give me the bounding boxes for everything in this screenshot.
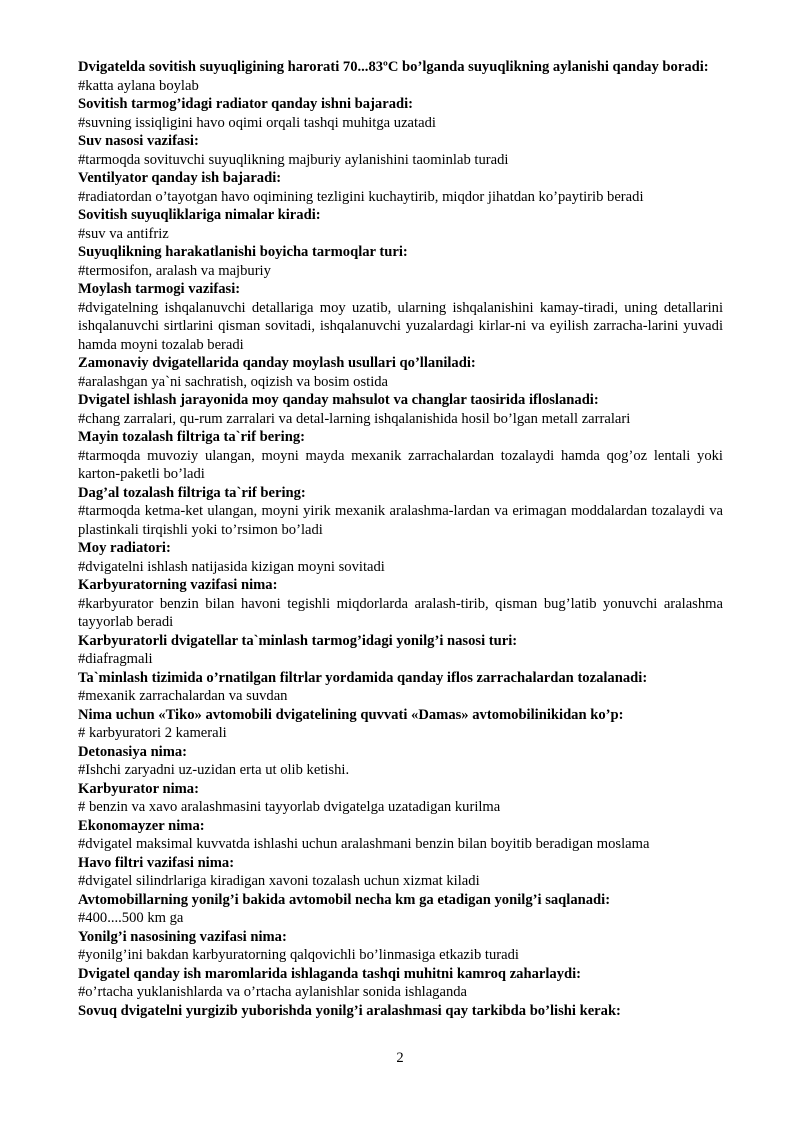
answer-17: #Ishchi zaryadni uz-uzidan erta ut olib ketishi.: [78, 762, 350, 778]
answer-18: # benzin va xavo aralashmasini tayyorlab dvigatelga uzatadigan kurilma: [78, 799, 501, 815]
question-6: Suyuqlikning harakatlanishi boyicha tarmoqlar turi:: [78, 244, 408, 260]
question-24: Sovuq dvigatelni yurgizib yuborishda yonilg’i aralashmasi qay tarkibda bo’lishi kerak:: [78, 1002, 621, 1019]
question-17: Detonasiya nima:: [78, 743, 188, 760]
question-16: Nima uchun «Tiko» avtomobili dvigatelining quvvati «Damas» avtomobilinikidan ko’p:: [78, 706, 624, 723]
answer-14: #diafragmali: [78, 651, 153, 667]
answer-23: #o’rtacha yuklanishlarda va o’rtacha aylanishlar sonida ishlaganda: [78, 984, 468, 1000]
question-4: Ventilyator qanday ish bajaradi:: [78, 170, 282, 186]
answer-13: #karbyurator benzin bilan havoni tegishli miqdorlarda aralash-tirib, qisman bug’latib yonuvchi aralashma tayyorlab beradi: [78, 595, 723, 630]
question-23: Dvigatel qanday ish maromlarida ishlaganda tashqi muhitni kamroq zaharlaydi:: [78, 965, 582, 982]
answer-8: #aralashgan ya`ni sachratish, oqizish va bosim ostida: [78, 373, 389, 390]
question-8: Zamonaviy dvigatellarida qanday moylash usullari qo’llaniladi:: [78, 355, 476, 371]
question-9: Dvigatel ishlash jarayonida moy qanday mahsulot va changlar taosirida ifloslanadi:: [78, 392, 599, 408]
question-5: Sovitish suyuqliklariga nimalar kiradi:: [78, 207, 321, 223]
answer-12: #dvigatelni ishlash natijasida kizigan moyni sovitadi: [78, 558, 385, 575]
question-3: Suv nasosi vazifasi:: [78, 133, 199, 149]
answer-5: #suv va antifriz: [78, 225, 169, 242]
answer-6: #termosifon, aralash va majburiy: [78, 262, 271, 279]
page-number: 2: [396, 1050, 404, 1066]
question-12: Moy radiatori:: [78, 540, 171, 556]
answer-11: #tarmoqda ketma-ket ulangan, moyni yirik mexanik aralashma-lardan va erimagan moddalardan tozalaydi va plastinkali tirqishli yoki to’rsimon bo’ladi: [78, 503, 723, 538]
answer-15: #mexanik zarrachalardan va suvdan: [78, 688, 288, 704]
question-11: Dag’al tozalash filtriga ta`rif bering:: [78, 484, 306, 501]
answer-10: #tarmoqda muvoziy ulangan, moyni mayda mexanik zarrachalardan tozalaydi hamda qog’oz lentali yoki karton-paketli bo’ladi: [78, 447, 723, 482]
document-page: [78, 58, 723, 1020]
question-18: Karbyurator nima:: [78, 780, 199, 797]
answer-7: #dvigatelning ishqalanuvchi detallariga moy uzatib, ularning ishqalanishini kamay-tiradi, uning detallarini ishqalanuvchi sirtlarini qisman sovitadi, ishqalanuvchi yuzalardagi kirlar-ni va eyilish zarracha-larini yuvadi hamda moyni tozalab beradi: [78, 299, 723, 353]
answer-22: #yonilg’ini bakdan karbyuratorning qalqovichli bo’linmasiga etkazib turadi: [78, 947, 519, 963]
answer-4: #radiatordan o’tayotgan havo oqimining tezligini kuchaytirib, miqdor jihatdan ko’paytirib beradi: [78, 188, 644, 205]
question-7: Moylash tarmogi vazifasi:: [78, 281, 241, 297]
answer-1: #katta aylana boylab: [78, 77, 199, 94]
question-19: Ekonomayzer nima:: [78, 817, 205, 834]
question-1: Dvigatelda sovitish suyuqligining harorati 70...83ºC bo’lganda suyuqlikning aylanishi qanday boradi:: [78, 59, 709, 75]
question-2: Sovitish tarmog’idagi radiator qanday ishni bajaradi:: [78, 96, 414, 112]
answer-16: # karbyuratori 2 kamerali: [78, 725, 227, 741]
question-14: Karbyuratorli dvigatellar ta`minlash tarmog’idagi yonilg’i nasosi turi:: [78, 632, 518, 649]
answer-19: #dvigatel maksimal kuvvatda ishlashi uchun aralashmani benzin bilan boyitib beradigan moslama: [78, 836, 650, 852]
answer-21: #400....500 km ga: [78, 910, 184, 926]
answer-3: #tarmoqda sovituvchi suyuqlikning majburiy aylanishini taominlab turadi: [78, 151, 509, 168]
answer-9: #chang zarralari, qu-rum zarralari va detal-larning ishqalanishida hosil bo’lgan metall zarralari: [78, 410, 631, 427]
question-10: Mayin tozalash filtriga ta`rif bering:: [78, 429, 305, 445]
answer-20: #dvigatel silindrlariga kiradigan xavoni tozalash uchun xizmat kiladi: [78, 873, 480, 889]
question-20: Havo filtri vazifasi nima:: [78, 854, 235, 871]
answer-2: #suvning issiqligini havo oqimi orqali tashqi muhitga uzatadi: [78, 114, 436, 131]
question-21: Avtomobillarning yonilg’i bakida avtomobil necha km ga etadigan yonilg’i saqlanadi:: [78, 891, 611, 908]
question-13: Karbyuratorning vazifasi nima:: [78, 577, 278, 593]
question-15: Ta`minlash tizimida o’rnatilgan filtrlar yordamida qanday iflos zarrachalardan tozalanadi:: [78, 669, 648, 686]
question-22: Yonilg’i nasosining vazifasi nima:: [78, 928, 287, 945]
